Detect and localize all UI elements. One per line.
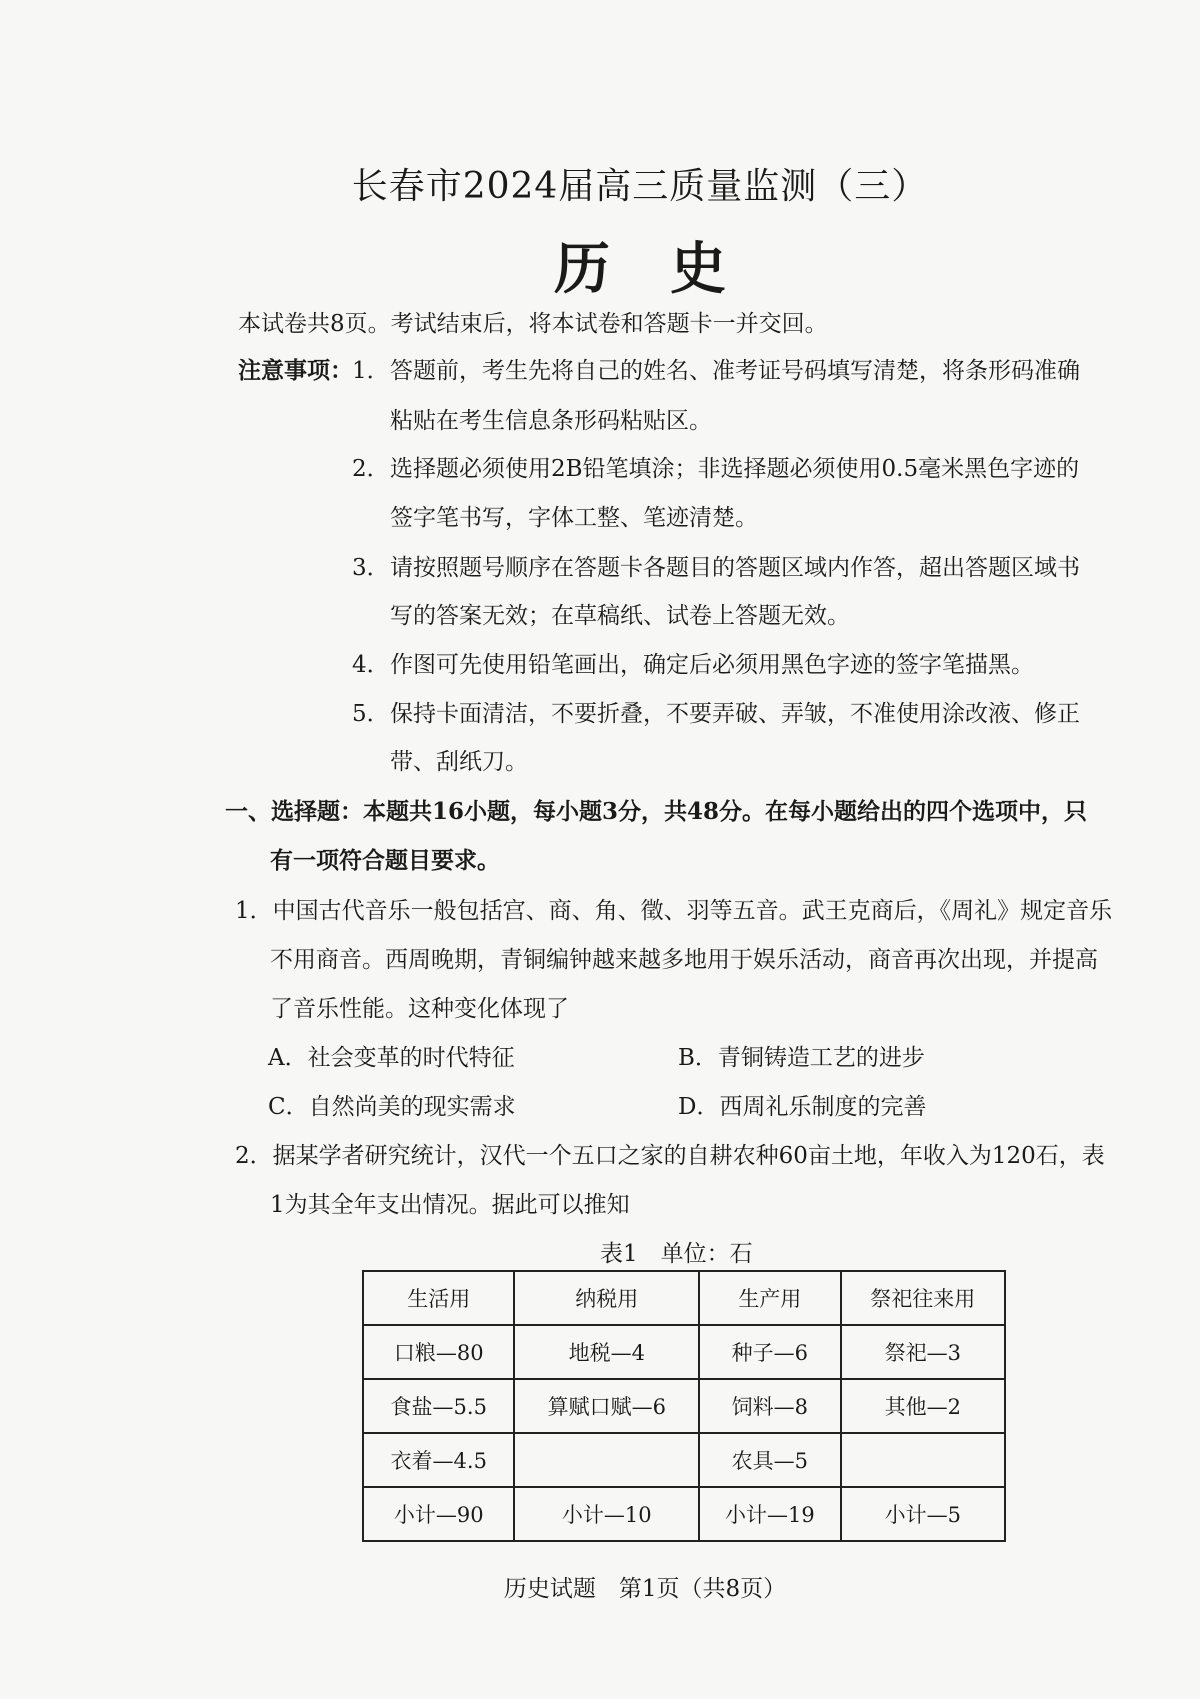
notice-item-2-line2: 签字笔书写，字体工整、笔迹清楚。 [390, 505, 758, 531]
notice-item-4-no: 4． [352, 652, 390, 678]
notice-item-2-no: 2． [352, 456, 390, 482]
notice-item-5-line1: 保持卡面清洁，不要折叠，不要弄破、弄皱，不准使用涂改液、修正 [390, 701, 1080, 727]
question-2-line2: 1为其全年支出情况。据此可以推知 [270, 1192, 630, 1218]
notice-item-4-line1: 作图可先使用铅笔画出，确定后必须用黑色字迹的签字笔描黑。 [390, 652, 1034, 678]
table-cell: 食盐—5.5 [363, 1379, 514, 1433]
table-cell: 祭祀—3 [841, 1325, 1005, 1379]
exam-title: 长春市2024届高三质量监测（三） [351, 166, 929, 207]
table-header-cell: 纳税用 [514, 1271, 699, 1325]
table-header-cell: 生活用 [363, 1271, 514, 1325]
question-1-line3: 了音乐性能。这种变化体现了 [270, 996, 569, 1022]
notice-item-3-no: 3． [352, 555, 390, 581]
question-1-option-a: A．社会变革的时代特征 [268, 1045, 515, 1071]
table-header-cell: 祭祀往来用 [841, 1271, 1005, 1325]
notice-item-1-line2: 粘贴在考生信息条形码粘贴区。 [390, 408, 712, 434]
table-cell: 地税—4 [514, 1325, 699, 1379]
section-1-heading-cont: 有一项符合题目要求。 [270, 847, 500, 874]
table-cell: 种子—6 [699, 1325, 840, 1379]
question-2-line1: 2．据某学者研究统计，汉代一个五口之家的自耕农种60亩土地，年收入为120石，表 [235, 1143, 1105, 1169]
page-footer: 历史试题 第1页（共8页） [503, 1576, 787, 1602]
table-row [363, 1325, 1005, 1379]
notice-item-3-line1: 请按照题号顺序在答题卡各题目的答题区域内作答，超出答题区域书 [390, 555, 1080, 581]
table-row [363, 1433, 1005, 1487]
table-header-cell: 生产用 [699, 1271, 840, 1325]
table-header-row [363, 1271, 1005, 1325]
table-row [363, 1487, 1005, 1541]
question-1-option-d: D．西周礼乐制度的完善 [678, 1094, 927, 1120]
expense-table [362, 1270, 1006, 1542]
table-cell: 饲料—8 [699, 1379, 840, 1433]
table-cell: 小计—19 [699, 1487, 840, 1541]
table-cell: 小计—10 [514, 1487, 699, 1541]
question-1-line2: 不用商音。西周晚期，青铜编钟越来越多地用于娱乐活动，商音再次出现，并提高 [270, 947, 1098, 973]
table-cell: 其他—2 [841, 1379, 1005, 1433]
table-cell: 小计—90 [363, 1487, 514, 1541]
notice-item-5-no: 5． [352, 701, 390, 727]
table-cell: 口粮—80 [363, 1325, 514, 1379]
subject-title: 历史 [554, 236, 786, 302]
question-1-option-c: C．自然尚美的现实需求 [268, 1094, 516, 1120]
table-row [363, 1379, 1005, 1433]
notice-item-1-line1: 答题前，考生先将自己的姓名、准考证号码填写清楚，将条形码准确 [390, 358, 1080, 384]
section-1-heading: 一、选择题：本题共16小题，每小题3分，共48分。在每小题给出的四个选项中，只 [225, 798, 1088, 825]
table-caption: 表1 单位：石 [600, 1241, 753, 1267]
question-1-line1: 1．中国古代音乐一般包括宫、商、角、徵、羽等五音。武王克商后，《周礼》规定音乐 [235, 898, 1113, 924]
notice-item-3-line2: 写的答案无效；在草稿纸、试卷上答题无效。 [390, 603, 850, 629]
table-cell: 农具—5 [699, 1433, 840, 1487]
table-cell: 衣着—4.5 [363, 1433, 514, 1487]
table-cell: 小计—5 [841, 1487, 1005, 1541]
notice-item-2-line1: 选择题必须使用2B铅笔填涂；非选择题必须使用0.5毫米黑色字迹的 [390, 456, 1080, 482]
table-cell: 算赋口赋—6 [514, 1379, 699, 1433]
table-cell [514, 1433, 699, 1487]
table-cell [841, 1433, 1005, 1487]
intro-text: 本试卷共8页。考试结束后，将本试卷和答题卡一并交回。 [238, 311, 828, 337]
notice-item-5-line2: 带、刮纸刀。 [390, 749, 528, 775]
notice-item-1-no: 1． [352, 358, 390, 384]
notice-label: 注意事项： [238, 357, 353, 384]
question-1-option-b: B．青铜铸造工艺的进步 [678, 1045, 925, 1071]
